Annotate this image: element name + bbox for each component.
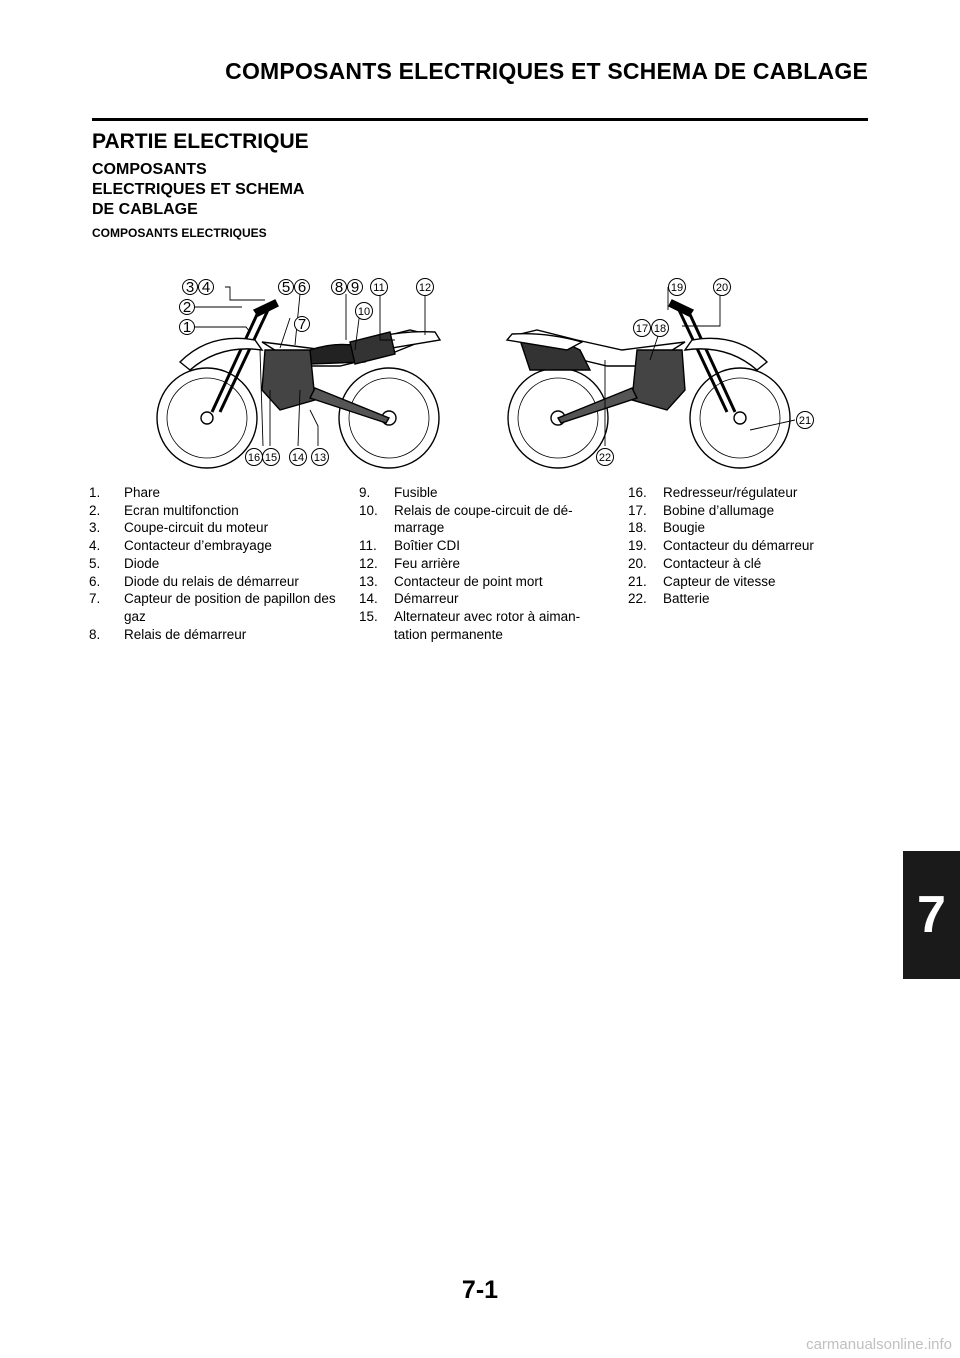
callout-label: 13 <box>313 452 327 464</box>
legend-item-number: 9. <box>359 485 371 500</box>
legend-item <box>89 537 339 555</box>
legend-item-number: 10. <box>359 502 378 518</box>
legend-item-text: Contacteur à clé <box>663 555 762 571</box>
callout-label: 8 <box>334 279 344 296</box>
legend-item <box>628 555 858 573</box>
legend-item-number: 2. <box>89 502 101 518</box>
legend-item-text: Contacteur d’embrayage <box>124 538 272 554</box>
legend-item-number: 7. <box>89 591 101 607</box>
legend-column-1 <box>89 484 339 643</box>
legend-item-text: Batterie <box>663 591 710 607</box>
legend-item-number: 13. <box>359 573 378 589</box>
legend-item-number: 5. <box>89 555 101 571</box>
callout-label: 4 <box>201 279 211 296</box>
callout-label: 19 <box>670 282 684 294</box>
callout-17 <box>634 320 651 337</box>
legend-item-text: Ecran multifonction <box>124 502 239 518</box>
callout-10 <box>356 303 373 320</box>
legend-item-number: 22. <box>628 591 647 607</box>
subsection-line: COMPOSANTS <box>92 161 207 178</box>
callout-label: 3 <box>185 279 195 296</box>
callout-label: 16 <box>247 452 261 464</box>
subsection-line: DE CABLAGE <box>92 201 198 218</box>
callout-13 <box>312 449 329 466</box>
legend-item <box>359 555 599 573</box>
callout-label: 14 <box>291 452 305 464</box>
legend-item-text: Capteur de vitesse <box>663 573 776 589</box>
callout-label: 2 <box>182 299 192 316</box>
legend-item-text: Bobine d’allumage <box>663 502 775 518</box>
callout-label: 9 <box>350 279 360 296</box>
legend-item-text: Bougie <box>663 520 706 536</box>
callout-label: 5 <box>281 279 291 296</box>
legend-item-text: Contacteur de point mort <box>394 573 543 589</box>
legend-item-text: Coupe-circuit du moteur <box>124 520 269 536</box>
callout-14 <box>290 449 307 466</box>
legend-item-text: Redresseur/régulateur <box>663 485 798 500</box>
legend-item-text: Diode <box>124 555 160 571</box>
legend-item-number: 14. <box>359 591 378 607</box>
callout-20 <box>714 279 731 296</box>
callout-label: 20 <box>715 282 729 294</box>
legend-item <box>359 573 599 591</box>
section-title: PARTIE ELECTRIQUE <box>92 130 309 153</box>
legend-item <box>359 502 599 537</box>
legend-item <box>359 484 599 502</box>
legend-item-number: 1. <box>89 485 101 500</box>
callout-18 <box>652 320 669 337</box>
legend-item-number: 20. <box>628 555 647 571</box>
legend-item <box>628 519 858 537</box>
callout-8 <box>332 279 347 296</box>
callout-11 <box>371 279 388 296</box>
callout-label: 15 <box>264 452 278 464</box>
callout-16 <box>246 449 263 466</box>
footer-watermark: carmanualsonline.info <box>806 1336 952 1353</box>
callout-label: 18 <box>653 323 667 335</box>
legend-item-text: Boîtier CDI <box>394 538 461 554</box>
legend-item <box>628 484 858 502</box>
legend-item <box>89 626 339 644</box>
legend-item-number: 15. <box>359 608 378 624</box>
callout-label: 7 <box>297 316 307 333</box>
legend-item <box>628 537 858 555</box>
legend-item <box>628 573 858 591</box>
legend-item-text: Feu arrière <box>394 555 461 571</box>
callout-label: 12 <box>418 282 432 294</box>
legend-item <box>628 590 858 608</box>
legend-item-number: 16. <box>628 485 647 500</box>
subsection-title <box>92 160 304 220</box>
callout-21 <box>797 412 814 429</box>
header-rule <box>92 118 868 121</box>
legend-item <box>89 573 339 591</box>
legend-item <box>89 555 339 573</box>
page-number: 7-1 <box>461 1276 499 1304</box>
legend-item-number: 3. <box>89 520 101 536</box>
legend-item <box>359 590 599 608</box>
legend-item-text: Contacteur du démarreur <box>663 538 814 554</box>
legend-item <box>628 502 858 520</box>
legend-item-number: 11. <box>359 538 377 554</box>
legend-item-number: 21. <box>628 573 647 589</box>
callout-label: 6 <box>297 279 307 296</box>
legend-item-text: Relais de démarreur <box>124 626 247 642</box>
callout-19 <box>669 279 686 296</box>
callout-5 <box>279 279 294 296</box>
legend-item <box>89 519 339 537</box>
page-header-title: COMPOSANTS ELECTRIQUES ET SCHEMA DE CABLAGE <box>225 58 868 84</box>
legend-column-3 <box>628 484 858 608</box>
legend-item-text: Fusible <box>394 485 438 500</box>
legend-item-number: 12. <box>359 555 378 571</box>
callout-label: 1 <box>182 319 192 336</box>
legend-item-text: Phare <box>124 485 161 500</box>
callout-label: 22 <box>598 452 612 464</box>
legend-item-number: 8. <box>89 626 101 642</box>
callout-12 <box>417 279 434 296</box>
legend-item-text: Alternateur avec rotor à aiman-tation permanente <box>394 608 581 642</box>
callout-6 <box>295 279 310 296</box>
callout-label: 10 <box>357 306 371 318</box>
callout-3 <box>183 279 198 296</box>
legend-item-text: Démarreur <box>394 591 459 607</box>
front-wheel <box>157 368 257 468</box>
callout-label: 21 <box>798 415 812 427</box>
subsection-line: ELECTRIQUES ET SCHEMA <box>92 181 305 198</box>
legend-item-number: 17. <box>628 502 647 518</box>
legend-item-text: Relais de coupe-circuit de dé-marrage <box>394 502 573 536</box>
legend-item <box>89 502 339 520</box>
legend-item <box>89 590 339 625</box>
motorcycle-diagram <box>150 270 830 470</box>
legend-item-number: 19. <box>628 538 647 554</box>
legend-item-number: 6. <box>89 573 101 589</box>
front-wheel <box>690 368 790 468</box>
legend-item <box>359 537 599 555</box>
callout-label: 11 <box>373 282 385 294</box>
legend-item-number: 18. <box>628 520 647 536</box>
callout-9 <box>348 279 363 296</box>
legend-item-text: Diode du relais de démarreur <box>124 573 299 589</box>
legend-item-number: 4. <box>89 538 101 554</box>
callout-label: 17 <box>635 323 649 335</box>
callout-15 <box>263 449 280 466</box>
callout-4 <box>199 279 214 296</box>
legend-item-text: Capteur de position de papillon des gaz <box>124 591 336 624</box>
legend-item <box>89 484 339 502</box>
callout-1 <box>180 319 195 336</box>
legend-column-2 <box>359 484 599 643</box>
chapter-tab: 7 <box>903 851 960 979</box>
callout-22 <box>597 449 614 466</box>
callout-2 <box>180 299 195 316</box>
legend-item <box>359 608 599 643</box>
figure-title: COMPOSANTS ELECTRIQUES <box>92 226 267 240</box>
